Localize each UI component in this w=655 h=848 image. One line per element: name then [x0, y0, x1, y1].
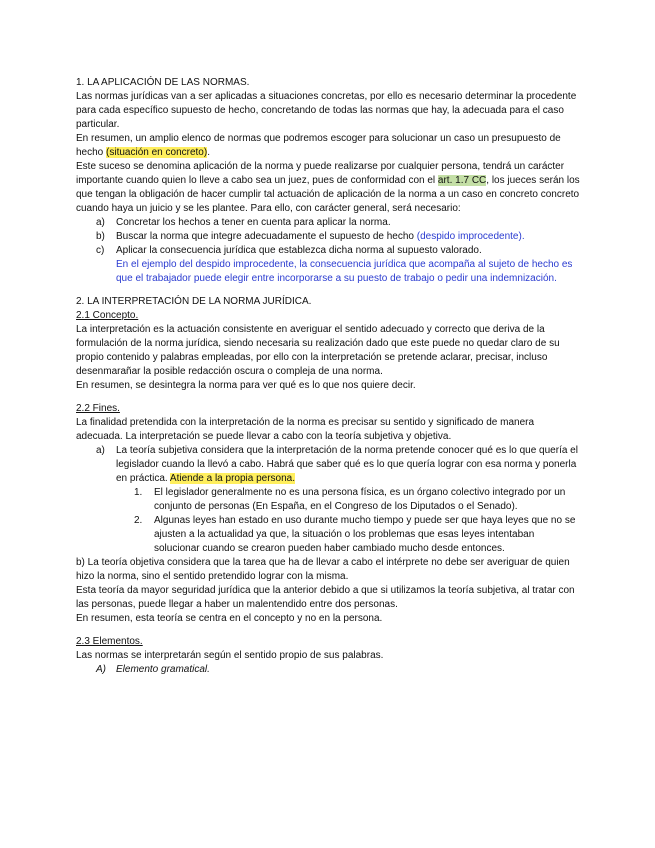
- paragraph: Este suceso se denomina aplicación de la norma y puede realizarse por cualquier persona, tendrá un carácter importante cuando quien lo lleve a cabo sea un juez, pues de conformidad con el art. 1.7 CC, los jueces serán los que tengan la obligación de hacer cumplir tal actuación de aplicación de la norma a un caso en concreto concreto cuando haya un juicio y se les plantee. Para ello, con carácter general, será necesario:: [76, 161, 580, 214]
- list-text: Algunas leyes han estado en uso durante mucho tiempo y puede ser que haya leyes que no se ajusten a la actualidad ya que, la situación o los problemas que esas leyes intentaban solucionar cuando se crearon pueden haber cambiado mucho desde entonces.: [154, 515, 576, 554]
- paragraph: En resumen, se desintegra la norma para ver qué es lo que nos quiere decir.: [76, 380, 416, 391]
- list-label: 2.: [134, 515, 143, 526]
- list-label: c): [96, 245, 105, 256]
- paragraph: b) La teoría objetiva considera que la tarea que ha de llevar a cabo el intérprete no debe ser averiguar de quien hizo la norma, sino el sentido pretendido lograr con la misma.: [76, 557, 570, 582]
- list-text: La teoría subjetiva considera que la interpretación de la norma pretende conocer qué es lo que quería el legislador cuando la llevó a cabo. Habrá que saber qué es lo que quería lograr con esa norma y ponerla en práctica. Atiende a la propia persona.: [116, 445, 578, 484]
- list-text: Buscar la norma que integre adecuadamente el supuesto de hecho (despido improcedente).: [116, 231, 525, 242]
- list-item: [96, 444, 582, 486]
- paragraph: Las normas jurídicas van a ser aplicadas a situaciones concretas, por ello es necesario determinar la procedente para cada específico supuesto de hecho, concretando de todas las normas que hay, la adecuada para el caso particular.: [76, 91, 577, 130]
- list-label: 1.: [134, 487, 143, 498]
- paragraph: En resumen, un amplio elenco de normas que podremos escoger para solucionar un caso un presupuesto de hecho (situación en concreto).: [76, 133, 561, 158]
- list-label: b): [96, 231, 105, 242]
- highlight-article: art. 1.7 CC: [437, 175, 487, 186]
- paragraph: Las normas se interpretarán según el sentido propio de sus palabras.: [76, 650, 384, 661]
- subsection-title-elementos: 2.3 Elementos.: [76, 636, 143, 647]
- subsection-title-fines: 2.2 Fines.: [76, 403, 120, 414]
- section-2-title: 2. LA INTERPRETACIÓN DE LA NORMA JURÍDICA.: [76, 296, 312, 307]
- subsection-title-concepto: 2.1 Concepto.: [76, 310, 139, 321]
- section-1-title: 1. LA APLICACIÓN DE LAS NORMAS.: [76, 77, 250, 88]
- document-page: [76, 76, 582, 677]
- list-text: Aplicar la consecuencia jurídica que establezca dicha norma al supuesto valorado.: [116, 245, 482, 256]
- list-item: [96, 216, 582, 230]
- numbered-item: [134, 514, 582, 556]
- list-text: El legislador generalmente no es una persona física, es un órgano colectivo integrado por un conjunto de personas (En España, en el Congreso de los Diputados o el Senado).: [154, 487, 566, 512]
- paragraph: Esta teoría da mayor seguridad jurídica que la anterior debido a que si utilizamos la teoría subjetiva, al tratar con las personas, puede llegar a haber un malentendido entre dos personas.: [76, 585, 575, 610]
- numbered-item: [134, 486, 582, 514]
- list-label: a): [96, 445, 105, 456]
- highlight: (situación en concreto): [106, 147, 208, 158]
- blue-note: (despido improcedente).: [416, 231, 525, 242]
- paragraph: En resumen, esta teoría se centra en el concepto y no en la persona.: [76, 613, 383, 624]
- list-text: Elemento gramatical.: [116, 664, 210, 675]
- list-text: Concretar los hechos a tener en cuenta para aplicar la norma.: [116, 217, 391, 228]
- list-item: [96, 244, 582, 258]
- list-label: a): [96, 217, 105, 228]
- list-item: [96, 230, 582, 244]
- paragraph: La finalidad pretendida con la interpretación de la norma es precisar su sentido y significado de manera adecuada. La interpretación se puede llevar a cabo con la teoría subjetiva y objetiva.: [76, 417, 535, 442]
- list-label: A): [96, 664, 106, 675]
- paragraph: La interpretación es la actuación consistente en averiguar el sentido adecuado y correcto que deriva de la formulación de la norma jurídica, siendo necesaria su realización dado que este puede no quedar claro de su propio contenido y palabras empleadas, por ello con la interpretación se pretende aclarar, precisar, incluso desenmarañar la posible redacción oscura o compleja de una norma.: [76, 324, 560, 377]
- list-item: [96, 663, 582, 677]
- example-note: En el ejemplo del despido improcedente, la consecuencia jurídica que acompaña al sujeto de hecho es que el trabajador puede elegir entre incorporarse a su puesto de trabajo o pedir una indemnización.: [116, 259, 573, 284]
- highlight: Atiende a la propia persona.: [169, 473, 296, 484]
